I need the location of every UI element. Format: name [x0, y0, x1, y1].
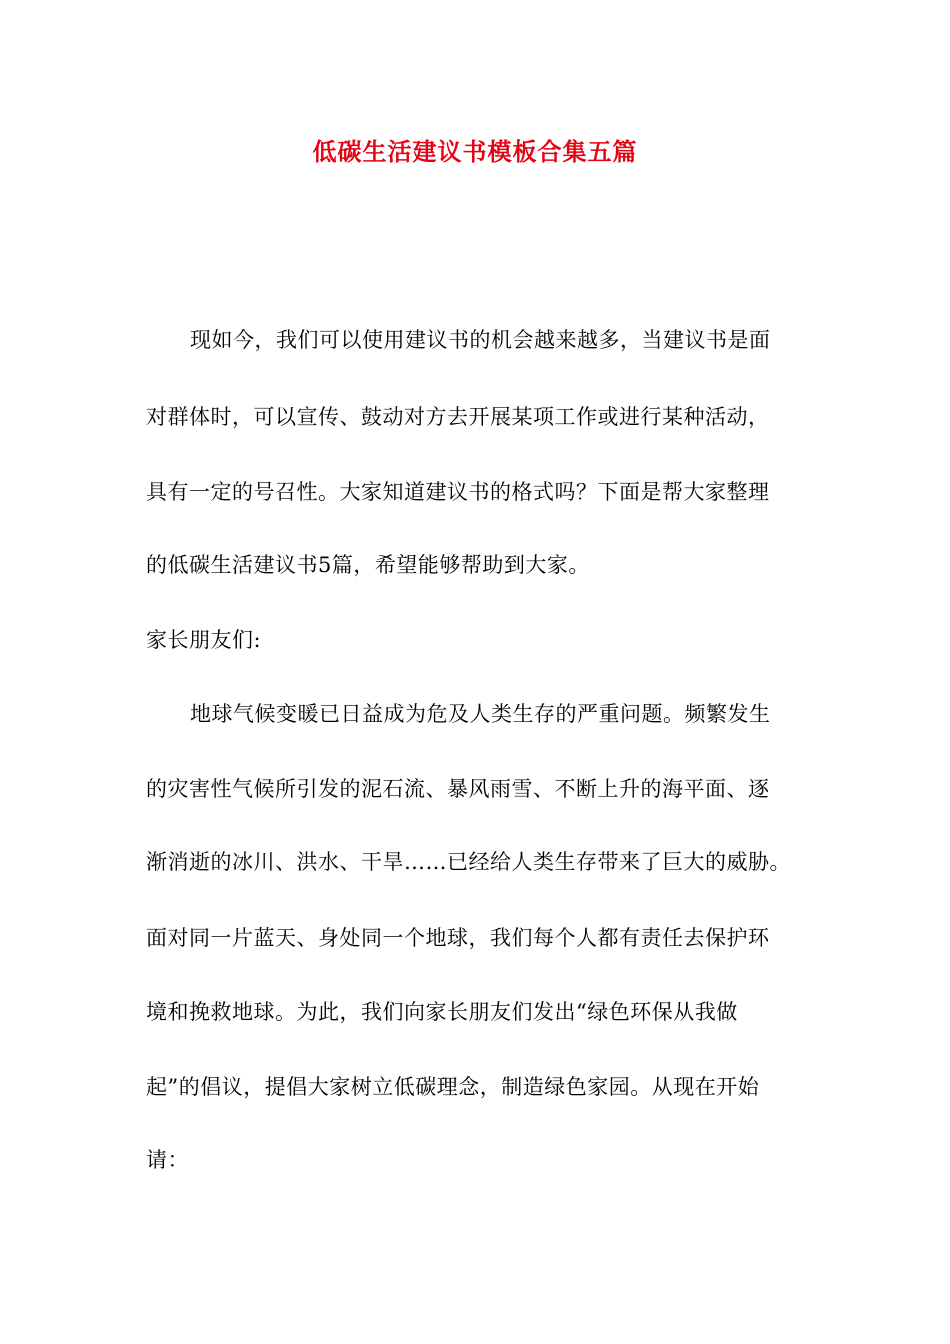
body-line-5: 境和挽救地球。为此，我们向家长朋友们发出“绿色环保从我做 [146, 1000, 738, 1024]
document-title: 低碳生活建议书模板合集五篇 [312, 137, 638, 166]
body-line-1: 地球气候变暖已日益成为危及人类生存的严重问题。频繁发生 [190, 702, 771, 726]
intro-line-3: 具有一定的号召性。大家知道建议书的格式吗？下面是帮大家整理 [146, 480, 770, 504]
salutation: 家长朋友们: [146, 628, 262, 652]
intro-line-2: 对群体时，可以宣传、鼓动对方去开展某项工作或进行某种活动， [146, 405, 770, 429]
body-line-3: 渐消逝的冰川、洪水、干旱……已经给人类生存带来了巨大的威胁。 [146, 850, 791, 874]
intro-line-1: 现如今，我们可以使用建议书的机会越来越多，当建议书是面 [190, 328, 771, 352]
body-line-2: 的灾害性气候所引发的泥石流、暴风雨雪、不断上升的海平面、逐 [146, 777, 770, 801]
body-line-4: 面对同一片蓝天、身处同一个地球，我们每个人都有责任去保护环 [146, 926, 770, 950]
intro-line-4: 的低碳生活建议书5篇，希望能够帮助到大家。 [146, 553, 590, 577]
body-line-6: 起”的倡议，提倡大家树立低碳理念，制造绿色家园。从现在开始 [146, 1075, 760, 1099]
body-line-7: 请： [146, 1148, 189, 1172]
